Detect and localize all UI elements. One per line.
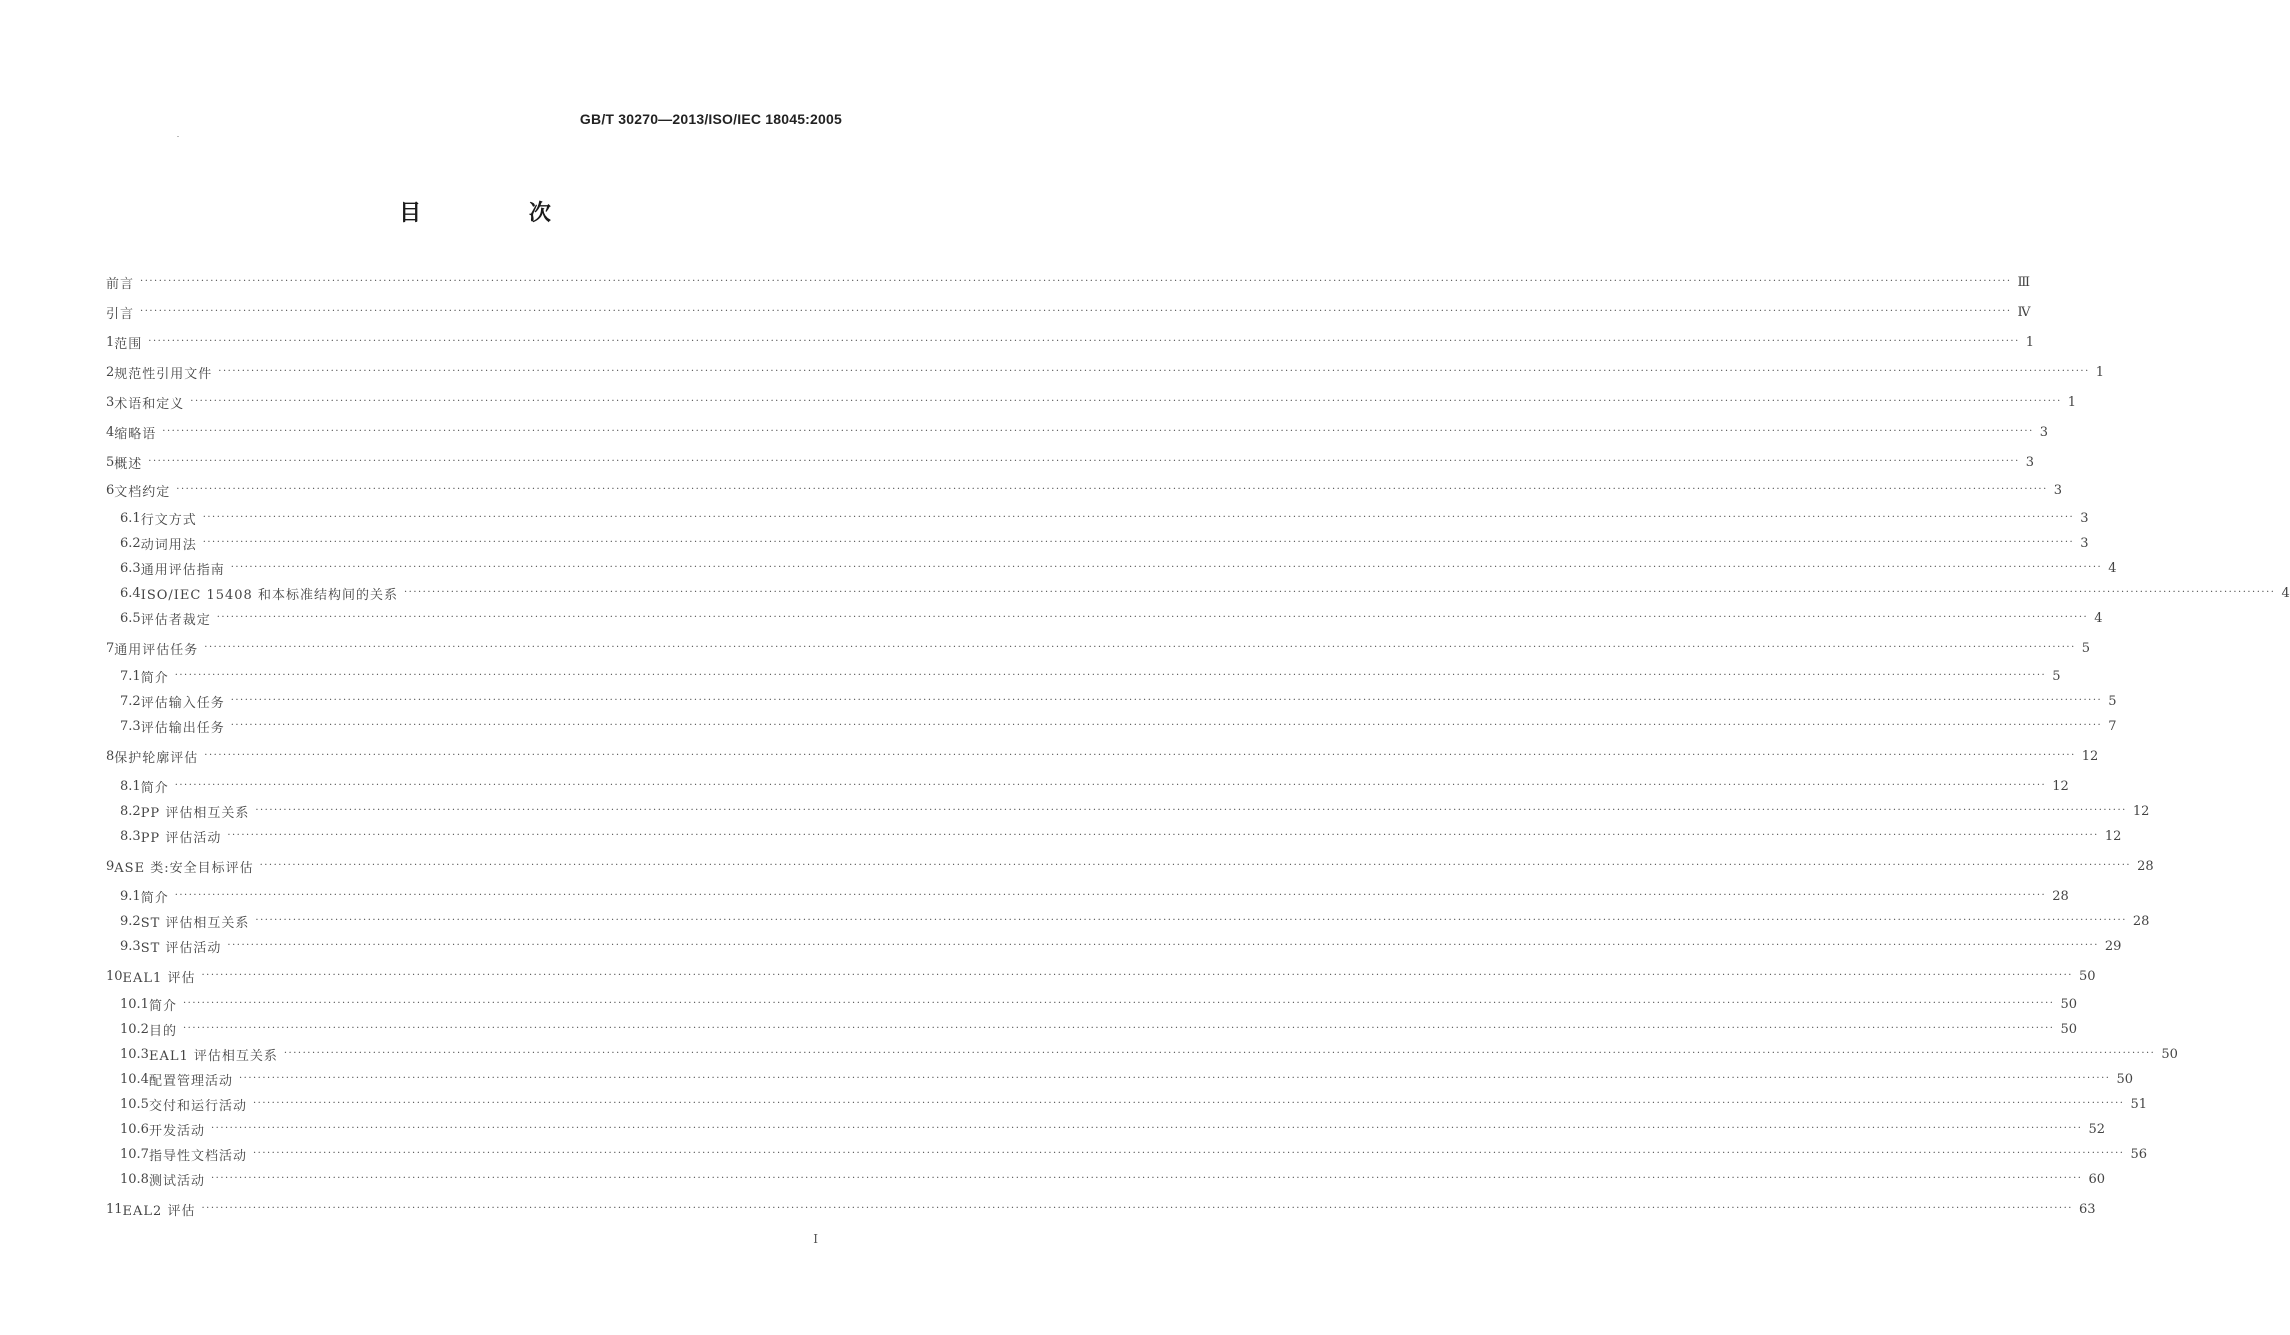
toc-entry[interactable] xyxy=(106,745,2099,767)
toc-entry-label: EAL2 评估 xyxy=(122,1203,196,1219)
toc-entry-number: 4 xyxy=(106,424,115,440)
toc-entry-number: 7.1 xyxy=(120,668,141,684)
toc-entry-label: 通用评估指南 xyxy=(140,562,225,578)
toc-entry-page: 4 xyxy=(2094,610,2103,626)
toc-entry-label: 前言 xyxy=(106,276,135,292)
toc-entry[interactable] xyxy=(120,910,2150,932)
toc-entry[interactable] xyxy=(120,557,2117,579)
toc-leader-dots: ················································································································································································································································································································································································································ xyxy=(182,998,2055,1009)
toc-entry-label: ASE 类:安全目标评估 xyxy=(114,860,254,876)
toc-entry-label: 保护轮廓评估 xyxy=(114,750,199,766)
toc-entry-number: 6.3 xyxy=(120,560,141,576)
toc-entry-page: 4 xyxy=(2108,560,2117,576)
toc-entry-label: 目的 xyxy=(148,1023,177,1039)
toc-entry-page: 3 xyxy=(2080,535,2089,551)
toc-entry-number: 9 xyxy=(106,858,115,874)
toc-entry[interactable] xyxy=(106,421,2049,443)
toc-entry-page: 12 xyxy=(2132,803,2150,819)
toc-entry-page: 56 xyxy=(2130,1146,2147,1162)
toc-entry[interactable] xyxy=(120,690,2117,712)
toc-entry-page: 12 xyxy=(2081,748,2099,764)
toc-entry-label: 简介 xyxy=(140,670,169,686)
toc-entry-number: 10.1 xyxy=(120,996,149,1012)
toc-entry-number: 9.3 xyxy=(120,938,141,954)
toc-entry-number: 10.7 xyxy=(120,1146,149,1162)
toc-entry-page: 28 xyxy=(2132,913,2150,929)
toc-entry-label: 开发活动 xyxy=(148,1123,205,1139)
toc-leader-dots: ················································································································································································································································································································································································································ xyxy=(162,426,2034,437)
toc-entry-page: 1 xyxy=(2025,334,2035,350)
toc-leader-dots: ················································································································································································································································································································································································································ xyxy=(190,396,2062,407)
page-number: I xyxy=(813,1232,818,1246)
toc-entry-number: 7 xyxy=(106,640,115,656)
standard-code-header: GB/T 30270—2013/ISO/IEC 18045:2005 xyxy=(579,111,842,127)
toc-leader-dots: ················································································································································································································································································································································································································ xyxy=(255,915,2127,926)
toc-entry[interactable] xyxy=(120,582,2290,604)
toc-entry-page: 50 xyxy=(2060,1021,2077,1037)
toc-leader-dots: ················································································································································································································································································································································································································ xyxy=(176,484,2048,495)
toc-entry-label: 交付和运行活动 xyxy=(148,1098,247,1114)
toc-entry[interactable] xyxy=(120,993,2077,1015)
toc-entry-page: 50 xyxy=(2060,996,2077,1012)
toc-entry[interactable] xyxy=(120,1043,2178,1065)
toc-leader-dots: ················································································································································································································································································································································································································ xyxy=(227,830,2099,841)
toc-leader-dots: ················································································································································································································································································································································································································ xyxy=(204,750,2076,761)
toc-entry-number: 2 xyxy=(106,364,115,380)
toc-entry-page: 52 xyxy=(2088,1121,2105,1137)
toc-entry[interactable] xyxy=(106,479,2063,501)
toc-entry-page: 12 xyxy=(2052,778,2069,794)
toc-entry-page: 1 xyxy=(2095,364,2105,380)
toc-entry-page: 7 xyxy=(2108,718,2117,734)
toc-entry-number: 10.6 xyxy=(120,1121,149,1137)
toc-entry[interactable] xyxy=(120,935,2122,957)
toc-entry-label: EAL1 评估相互关系 xyxy=(148,1048,278,1064)
toc-entry-number: 10 xyxy=(106,968,123,984)
toc-entry-page: 1 xyxy=(2067,394,2077,410)
toc-entry-label: 范围 xyxy=(114,336,143,352)
toc-entry-page: 5 xyxy=(2108,693,2117,709)
toc-entry-label: 评估者裁定 xyxy=(140,612,211,628)
toc-leader-dots: ················································································································································································································································································································································································································ xyxy=(202,537,2075,548)
toc-entry-label: 概述 xyxy=(114,456,143,472)
toc-entry-label: EAL1 评估 xyxy=(122,970,196,986)
toc-leader-dots: ················································································································································································································································································································································································································ xyxy=(148,456,2020,467)
toc-leader-dots: ················································································································································································································································································································································································································ xyxy=(174,780,2047,791)
toc-leader-dots: ················································································································································································································································································································································································································ xyxy=(174,890,2047,901)
toc-entry[interactable] xyxy=(106,451,2035,473)
toc-leader-dots: ················································································································································································································································································································································································································ xyxy=(252,1148,2125,1159)
toc-entry-label: PP 评估活动 xyxy=(140,830,222,846)
toc-entry-label: 简介 xyxy=(140,780,169,796)
toc-entry-page: 50 xyxy=(2078,968,2096,984)
toc-entry[interactable] xyxy=(120,885,2069,907)
toc-entry[interactable] xyxy=(120,775,2069,797)
toc-entry[interactable] xyxy=(120,1168,2105,1190)
toc-entry[interactable] xyxy=(106,855,2154,877)
toc-entry-label: ISO/IEC 15408 和本标准结构间的关系 xyxy=(140,587,398,603)
toc-entry-page: 50 xyxy=(2161,1046,2178,1062)
toc-entry[interactable] xyxy=(120,1118,2105,1140)
toc-entry[interactable] xyxy=(106,965,2096,987)
toc-entry-number: 8.3 xyxy=(120,828,141,844)
scan-speck xyxy=(177,136,179,137)
toc-leader-dots: ················································································································································································································································································································································································································ xyxy=(230,562,2103,573)
toc-entry-label: 引言 xyxy=(106,306,135,322)
toc-leader-dots: ················································································································································································································································································································································································································ xyxy=(210,1123,2083,1134)
toc-entry-page: 60 xyxy=(2088,1171,2105,1187)
toc-leader-dots: ················································································································································································································································································································································································································ xyxy=(202,512,2075,523)
toc-entry[interactable] xyxy=(120,1143,2147,1165)
toc-entry-label: 简介 xyxy=(148,998,177,1014)
toc-leader-dots: ················································································································································································································································································································································································································ xyxy=(216,612,2089,623)
toc-entry-number: 11 xyxy=(106,1201,123,1217)
toc-entry-page: 28 xyxy=(2052,888,2069,904)
toc-entry[interactable] xyxy=(120,715,2117,737)
toc-leader-dots: ················································································································································································································································································································································································································ xyxy=(140,306,2012,317)
toc-leader-dots: ················································································································································································································································································································································································································ xyxy=(403,587,2276,598)
toc-entry[interactable] xyxy=(106,361,2105,383)
toc-leader-dots: ················································································································································································································································································································································································································ xyxy=(255,805,2127,816)
toc-entry-label: 缩略语 xyxy=(114,426,157,442)
toc-leader-dots: ················································································································································································································································································································································································································ xyxy=(252,1098,2125,1109)
toc-entry-label: 通用评估任务 xyxy=(114,642,199,658)
toc-leader-dots: ················································································································································································································································································································································································································ xyxy=(259,860,2132,871)
toc-entry-label: 文档约定 xyxy=(114,484,171,500)
toc-entry-number: 10.3 xyxy=(120,1046,149,1062)
toc-entry-number: 10.4 xyxy=(120,1071,149,1087)
toc-entry-number: 10.2 xyxy=(120,1021,149,1037)
toc-entry[interactable] xyxy=(106,1198,2096,1220)
toc-entry-label: 简介 xyxy=(140,890,169,906)
toc-entry-number: 6 xyxy=(106,482,115,498)
toc-entry-page: Ⅲ xyxy=(2017,274,2031,290)
toc-entry[interactable] xyxy=(120,1093,2147,1115)
toc-leader-dots: ················································································································································································································································································································································································································ xyxy=(227,940,2099,951)
toc-entry-number: 3 xyxy=(106,394,115,410)
toc-leader-dots: ················································································································································································································································································································································································································ xyxy=(218,366,2090,377)
toc-entry-page: 51 xyxy=(2130,1096,2147,1112)
toc-entry-label: 评估输出任务 xyxy=(140,720,225,736)
toc-entry-page: 29 xyxy=(2104,938,2122,954)
toc-entry[interactable] xyxy=(106,301,2031,323)
toc-entry-label: 配置管理活动 xyxy=(148,1073,233,1089)
toc-entry-page: 3 xyxy=(2025,454,2035,470)
toc-leader-dots: ················································································································································································································································································································································································································ xyxy=(182,1023,2055,1034)
toc-entry[interactable] xyxy=(106,391,2077,413)
toc-entry-number: 9.1 xyxy=(120,888,141,904)
toc-entry-label: 动词用法 xyxy=(140,537,197,553)
toc-entry-number: 8.2 xyxy=(120,803,141,819)
toc-entry-number: 8 xyxy=(106,748,115,764)
toc-entry-label: 行文方式 xyxy=(140,512,197,528)
toc-leader-dots: ················································································································································································································································································································································································································ xyxy=(140,276,2012,287)
toc-entry-number: 9.2 xyxy=(120,913,141,929)
toc-entry-page: 5 xyxy=(2081,640,2091,656)
toc-entry-number: 6.2 xyxy=(120,535,141,551)
toc-entry-label: 术语和定义 xyxy=(114,396,185,412)
toc-entry-number: 7.2 xyxy=(120,693,141,709)
toc-entry[interactable] xyxy=(120,665,2061,687)
toc-entry[interactable] xyxy=(106,331,2035,353)
toc-entry-label: 测试活动 xyxy=(148,1173,205,1189)
toc-entry-page: 4 xyxy=(2281,585,2290,601)
toc-entry-number: 7.3 xyxy=(120,718,141,734)
toc-leader-dots: ················································································································································································································································································································································································································ xyxy=(238,1073,2111,1084)
toc-entry-number: 5 xyxy=(106,454,115,470)
toc-entry[interactable] xyxy=(120,1068,2133,1090)
toc-entry-label: PP 评估相互关系 xyxy=(140,805,250,821)
toc-entry-page: 12 xyxy=(2104,828,2122,844)
toc-leader-dots: ················································································································································································································································································································································································································ xyxy=(230,720,2103,731)
toc-entry[interactable] xyxy=(120,800,2150,822)
toc-leader-dots: ················································································································································································································································································································································································································ xyxy=(201,970,2073,981)
toc-entry-page: 50 xyxy=(2116,1071,2133,1087)
toc-entry-label: 规范性引用文件 xyxy=(114,366,213,382)
toc-leader-dots: ················································································································································································································································································································································································································ xyxy=(210,1173,2083,1184)
toc-entry-page: 3 xyxy=(2039,424,2049,440)
toc-entry[interactable] xyxy=(120,507,2089,529)
toc-entry-page: 3 xyxy=(2053,482,2063,498)
toc-entry[interactable] xyxy=(120,607,2103,629)
toc-entry-label: ST 评估相互关系 xyxy=(140,915,250,931)
toc-entry[interactable] xyxy=(106,637,2091,659)
toc-entry-page: 28 xyxy=(2137,858,2154,874)
toc-entry-label: 评估输入任务 xyxy=(140,695,225,711)
toc-entry-number: 6.1 xyxy=(120,510,141,526)
toc-entry-label: ST 评估活动 xyxy=(140,940,222,956)
toc-entry-page: Ⅳ xyxy=(2017,304,2031,320)
toc-entry-number: 6.5 xyxy=(120,610,141,626)
page-title: 目 次 xyxy=(399,200,601,226)
toc-entry[interactable] xyxy=(120,532,2089,554)
toc-leader-dots: ················································································································································································································································································································································································································ xyxy=(230,695,2103,706)
toc-entry-number: 8.1 xyxy=(120,778,141,794)
toc-leader-dots: ················································································································································································································································································································································································································ xyxy=(204,642,2076,653)
toc-leader-dots: ················································································································································································································································································································································································································ xyxy=(201,1203,2073,1214)
toc-entry-number: 6.4 xyxy=(120,585,141,601)
toc-entry[interactable] xyxy=(106,271,2031,293)
toc-entry-number: 1 xyxy=(106,334,115,350)
toc-entry[interactable] xyxy=(120,825,2122,847)
toc-entry[interactable] xyxy=(120,1018,2077,1040)
toc-leader-dots: ················································································································································································································································································································································································································ xyxy=(283,1048,2156,1059)
toc-entry-page: 3 xyxy=(2080,510,2089,526)
toc-entry-page: 63 xyxy=(2078,1201,2096,1217)
toc-leader-dots: ················································································································································································································································································································································································································ xyxy=(174,670,2047,681)
toc-entry-label: 指导性文档活动 xyxy=(148,1148,247,1164)
toc-leader-dots: ················································································································································································································································································································································································································ xyxy=(148,336,2020,347)
toc-entry-page: 5 xyxy=(2052,668,2061,684)
toc-entry-number: 10.8 xyxy=(120,1171,149,1187)
toc-entry-number: 10.5 xyxy=(120,1096,149,1112)
